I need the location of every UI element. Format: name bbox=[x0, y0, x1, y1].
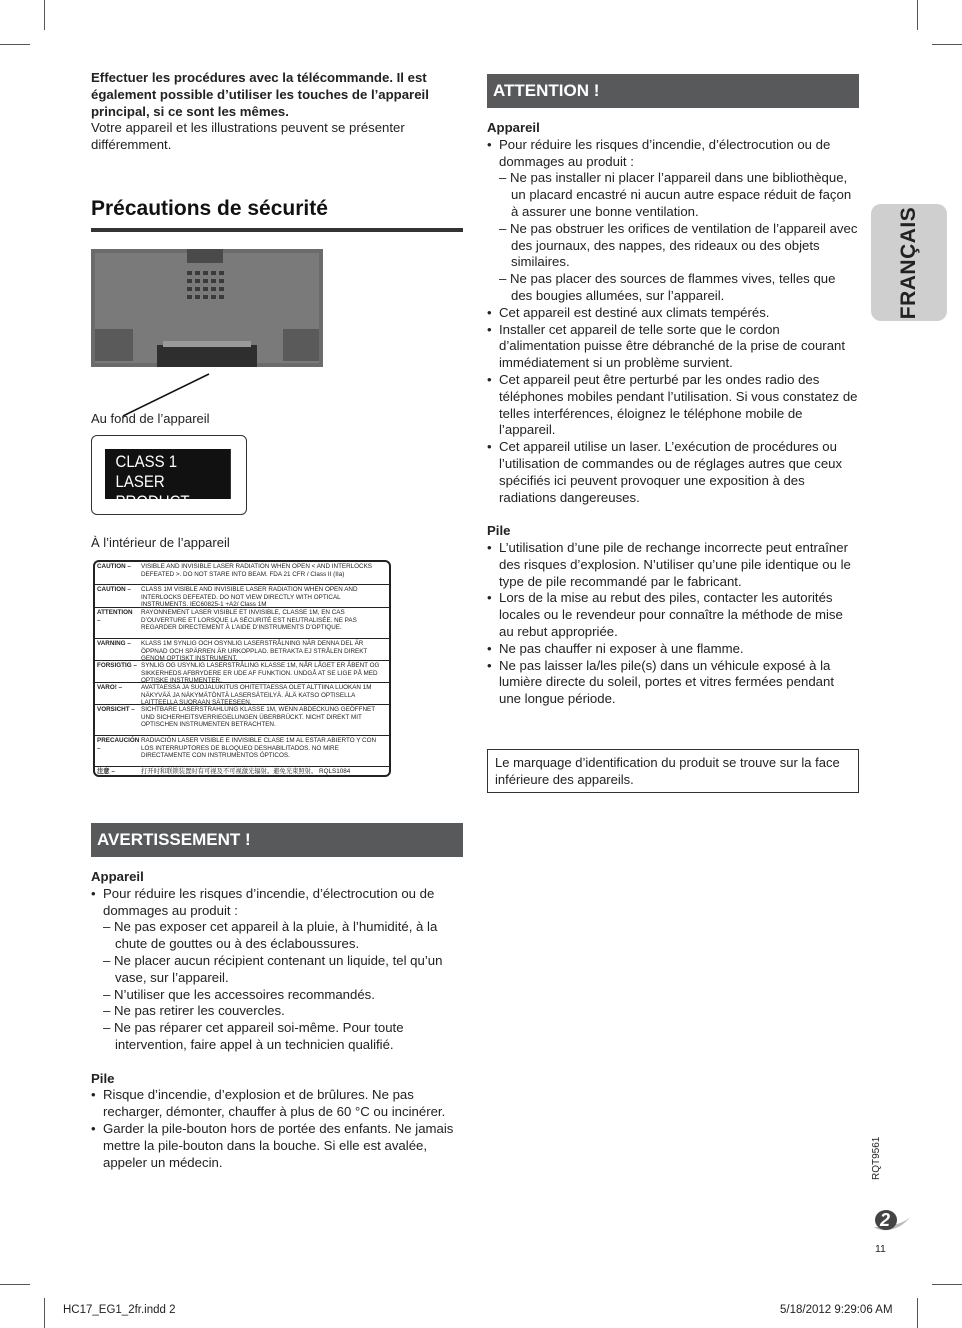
page-title: Précautions de sécurité bbox=[91, 197, 328, 220]
caption-inside: À l’intérieur de l’appareil bbox=[91, 535, 230, 550]
bullet-item: • Cet appareil utilise un laser. L’exécution de procédures ou l’utilisation de commandes ou de réglages autres que ceux spécifiés ici peuvent provoquer une exposition à des radiations dangereuses. bbox=[487, 439, 859, 506]
crop-mark bbox=[917, 0, 918, 30]
subhead-pile: Pile bbox=[91, 1070, 115, 1086]
intro-bold: Effectuer les procédures avec la télécommande. Il est également possible d’utiliser les touches de l’appareil principal, si ce sont les mêmes. bbox=[91, 70, 429, 119]
dash-item: – Ne pas placer des sources de flammes vives, telles que des bougies allumées, sur l’appareil. bbox=[499, 271, 836, 303]
class1-line1: CLASS 1 bbox=[115, 452, 178, 471]
avertissement-body bbox=[91, 869, 463, 1171]
warning-row: VORSICHT – SICHTBARE LASERSTRAHLUNG KLASSE 1M, WENN ABDECKUNG GEÖFFNET UND SICHERHEITSVERRIEGELUNGEN ÜBERBRÜCKT. NICHT DIREKT MIT OPTISCHEN INSTRUMENTEN BETRACHTEN. bbox=[95, 705, 389, 736]
dash-item: – Ne pas réparer cet appareil soi-même. Pour toute intervention, faire appel à un technicien qualifié. bbox=[103, 1020, 404, 1052]
bullet-item: • Lors de la mise au rebut des piles, contacter les autorités locales ou le revendeur pour connaître la méthode de mise au rebut appropriée. bbox=[487, 590, 859, 640]
warning-row: 注意 – 打开时和联锁装置时有可视及不可视激光辐射。避免光束照射。 RQLS1084 bbox=[97, 768, 351, 775]
bullet-item: • Pour réduire les risques d’incendie, d’électrocution ou de dommages au produit : bbox=[487, 137, 859, 171]
bullet-item: • Garder la pile-bouton hors de portée des enfants. Ne jamais mettre la pile-bouton dans la bouche. Si elle est avalée, appeler un médecin. bbox=[91, 1121, 463, 1171]
attention-header: ATTENTION ! bbox=[487, 74, 859, 108]
bullet-item: • L’utilisation d’une pile de rechange incorrecte peut entraîner des risques d’explosion. N’utiliser qu’une pile identique ou le type de pile recommandé par le fabricant. bbox=[487, 540, 859, 590]
warning-row: PRECAUCIÓN – RADIACIÓN LASER VISIBLE E INVISIBLE CLASE 1M AL ESTAR ABIERTO Y CON LOS INTERRUPTORES DE BLOQUEO DESHABILITADOS. NO MIRE DIRECTAMENTE CON INSTRUMENTOS ÓPTICOS. bbox=[95, 736, 389, 767]
dash-item: – N’utiliser que les accessoires recommandés. bbox=[103, 986, 375, 1002]
model-code: RQT9561 bbox=[871, 1136, 882, 1180]
title-rule bbox=[91, 228, 463, 232]
avertissement-header: AVERTISSEMENT ! bbox=[91, 823, 463, 857]
crop-mark bbox=[0, 44, 30, 45]
warning-row: FORSIGTIG – SYNLIG OG USYNLIG LASERSTRÅLING KLASSE 1M, NÅR LÅGET ER ÅBENT OG SIKKERHEDS AFBRYDERE ER UDE AF FUNKTION. UNDGÅ AT SE LIGE PÅ MED OPTISKE INSTRUMENTER. bbox=[95, 661, 389, 683]
dash-item: – Ne pas obstruer les orifices de ventilation de l’appareil avec des journaux, des nappes, des rideaux ou des objets similaires. bbox=[499, 220, 858, 270]
class1-laser-label-inner bbox=[105, 449, 231, 511]
warning-row: VARNING – KLASS 1M SYNLIG OCH OSYNLIG LASERSTRÅLNING NÄR DENNA DEL ÄR ÖPPNAD OCH SPÄRREN ÄR URKOPPLAD. BETRAKTA EJ STRÅLEN DIREKT GENOM OPTISKT INSTRUMENT. bbox=[95, 639, 389, 661]
subhead-pile: Pile bbox=[487, 523, 511, 539]
print-page-number: 11 bbox=[875, 1243, 886, 1255]
warning-row: ATTENTION – RAYONNEMENT LASER VISIBLE ET INVISIBLE, CLASSE 1M, EN CAS D’OUVERTURE ET LORSQUE LA SÉCURITÉ EST NEUTRALISÉE. NE PAS REGARDER DIRECTEMENT À L’AIDE D’INSTRUMENTS D’OPTIQUE. bbox=[95, 608, 389, 639]
bullet-item: • Pour réduire les risques d’incendie, d’électrocution ou de dommages au produit : bbox=[91, 886, 463, 920]
identification-note: Le marquage d’identification du produit se trouve sur la face inférieure des appareils. bbox=[487, 749, 859, 793]
page-number: 2 bbox=[880, 1210, 891, 1230]
bullet-item: • Ne pas laisser la/les pile(s) dans un véhicule exposé à la lumière directe du soleil, portes et vitres fermées pendant une longue période. bbox=[487, 658, 859, 708]
page-number-badge bbox=[872, 1209, 912, 1233]
caption-back: Au fond de l’appareil bbox=[91, 411, 210, 426]
crop-mark bbox=[44, 1298, 45, 1328]
warning-row: CAUTION – CLASS 1M VISIBLE AND INVISIBLE LASER RADIATION WHEN OPEN AND INTERLOCKS DEFEATED. DO NOT VIEW DIRECTLY WITH OPTICAL INSTRUMENTS. IEC60825-1 +A2/ Class 1M bbox=[95, 585, 389, 608]
crop-mark bbox=[0, 1284, 30, 1285]
language-tab bbox=[871, 204, 947, 321]
crop-mark bbox=[932, 1284, 962, 1285]
intro-normal: Votre appareil et les illustrations peuvent se présenter différemment. bbox=[91, 120, 405, 153]
page-number-swoosh-icon bbox=[872, 1209, 912, 1233]
subhead-appareil: Appareil bbox=[487, 120, 540, 135]
bullet-item: • Ne pas chauffer ni exposer à une flamme. bbox=[487, 641, 859, 658]
intro-text bbox=[91, 70, 471, 154]
subhead-appareil: Appareil bbox=[91, 869, 144, 884]
crop-mark bbox=[932, 44, 962, 45]
dash-item: – Ne placer aucun récipient contenant un liquide, tel qu’un vase, sur l’appareil. bbox=[103, 952, 443, 985]
language-tab-label: FRANÇAIS bbox=[897, 206, 920, 319]
crop-mark bbox=[917, 1298, 918, 1328]
dash-item: – Ne pas exposer cet appareil à la pluie, à l’humidité, à la chute de gouttes ou à des éclaboussures. bbox=[103, 919, 438, 952]
dash-item: – Ne pas retirer les couvercles. bbox=[103, 1003, 285, 1019]
bullet-item: • Risque d’incendie, d’explosion et de brûlures. Ne pas recharger, démonter, chauffer à plus de 60 °C ou incinérer. bbox=[91, 1087, 463, 1121]
bullet-item: • Cet appareil peut être perturbé par les ondes radio des téléphones mobiles pendant l’utilisation. Si vous constatez de telles interférences, éloignez le téléphone mobile de l’appareil. bbox=[487, 372, 859, 439]
laser-warning-label bbox=[93, 560, 391, 777]
crop-mark bbox=[44, 0, 45, 30]
attention-body bbox=[487, 120, 859, 708]
warning-row: CAUTION – VISIBLE AND INVISIBLE LASER RADIATION WHEN OPEN < AND INTERLOCKS DEFEATED >. DO NOT STARE INTO BEAM. FDA 21 CFR / Class II (IIa) bbox=[95, 562, 389, 585]
warning-row: VARO! – AVATTAESSA JA SUOJALUKITUS OHITETTAESSA OLET ALTTIINA LUOKAN 1M NÄKYVÄÄ JA NÄKYMÄTÖNTÄ LASERSÄTEILYÄ. ÄLÄ KATSO OPTISELLA LAITTEELLA SUORAAN SÄTEESEEN. bbox=[95, 683, 389, 705]
device-back-illustration bbox=[91, 249, 323, 367]
footer-date: 5/18/2012 9:29:06 AM bbox=[780, 1304, 893, 1316]
bullet-item: • Installer cet appareil de telle sorte que le cordon d’alimentation puisse être débranché de la prise de courant immédiatement si un problème survient. bbox=[487, 322, 859, 372]
class1-laser-label bbox=[91, 435, 247, 515]
class1-line2: LASER PRODUCT bbox=[115, 472, 190, 511]
bullet-item: • Cet appareil est destiné aux climats tempérés. bbox=[487, 305, 859, 322]
footer-filename: HC17_EG1_2fr.indd 2 bbox=[63, 1304, 176, 1316]
dash-item: – Ne pas installer ni placer l’appareil dans une bibliothèque, un placard encastré ni aucun autre espace réduit de façon à assurer une bonne ventilation. bbox=[499, 170, 852, 219]
